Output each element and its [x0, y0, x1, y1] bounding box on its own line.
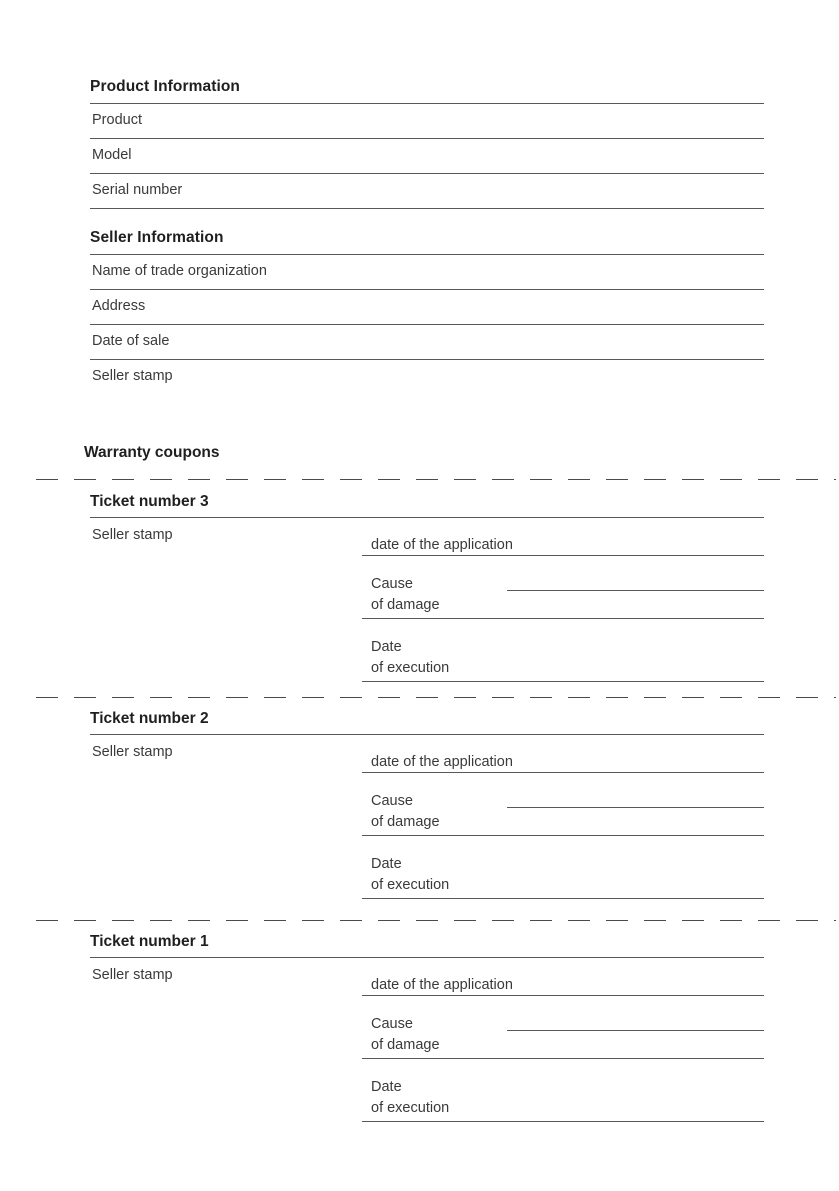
product-information-section: [90, 78, 764, 209]
seller-information-row-seller-stamp: Seller stamp: [90, 359, 764, 394]
ticket-2: [90, 710, 764, 894]
ticket-3-date-of-application: date of the application: [362, 518, 764, 556]
ticket-3-seller-stamp-label: Seller stamp: [92, 527, 173, 543]
seller-information-title: Seller Information: [90, 229, 224, 246]
ticket-3-cause-line-2: of damage: [371, 597, 440, 614]
product-information-bottom-rule: [90, 208, 764, 209]
ticket-1-date-line-1: Date: [371, 1079, 402, 1095]
ticket-1: [90, 933, 764, 1117]
ticket-2-date-line-2: of execution: [371, 877, 450, 894]
tear-line-top: [36, 479, 836, 480]
ticket-2-cause-line-1: Cause: [371, 793, 413, 809]
ticket-1-body: [90, 957, 764, 1117]
ticket-1-title: Ticket number 1: [90, 933, 209, 950]
ticket-3-body: [90, 517, 764, 677]
ticket-1-seller-stamp-label: Seller stamp: [92, 967, 173, 983]
ticket-1-date-of-application: date of the application: [362, 958, 764, 996]
product-information-title: Product Information: [90, 78, 241, 95]
ticket-2-seller-stamp-label: Seller stamp: [92, 744, 173, 760]
ticket-2-date-line-1: Date: [371, 856, 402, 872]
ticket-3: [90, 493, 764, 677]
ticket-2-body: [90, 734, 764, 894]
ticket-2-cause-line-2: of damage: [371, 814, 440, 831]
product-information-row-serial-number: Serial number: [90, 173, 764, 208]
product-information-row-product: Product: [90, 103, 764, 138]
ticket-3-date-of-execution: [362, 619, 764, 682]
ticket-2-fields: [362, 735, 764, 899]
seller-information-row-address: Address: [90, 289, 764, 324]
seller-information-row-date-of-sale: Date of sale: [90, 324, 764, 359]
ticket-1-cause-blank-line: [507, 1029, 764, 1031]
ticket-1-cause-of-damage: [362, 996, 764, 1059]
ticket-2-title: Ticket number 2: [90, 710, 209, 727]
ticket-1-date-of-execution: [362, 1059, 764, 1122]
tear-line-middle-lower: [36, 920, 836, 921]
seller-information-section: [90, 229, 764, 395]
ticket-3-title: Ticket number 3: [90, 493, 209, 510]
ticket-3-cause-blank-line: [507, 589, 764, 591]
ticket-2-date-of-execution: [362, 836, 764, 899]
ticket-1-cause-line-2: of damage: [371, 1037, 440, 1054]
seller-information-row-trade-organization: Name of trade organization: [90, 254, 764, 289]
warranty-coupons-title: Warranty coupons: [84, 444, 220, 461]
ticket-3-cause-line-1: Cause: [371, 576, 413, 592]
ticket-3-fields: [362, 518, 764, 682]
ticket-1-fields: [362, 958, 764, 1122]
ticket-2-date-of-application: date of the application: [362, 735, 764, 773]
ticket-1-date-line-2: of execution: [371, 1100, 450, 1117]
tear-line-middle-upper: [36, 697, 836, 698]
ticket-2-cause-of-damage: [362, 773, 764, 836]
ticket-2-cause-blank-line: [507, 806, 764, 808]
ticket-3-date-line-1: Date: [371, 639, 402, 655]
ticket-3-date-line-2: of execution: [371, 660, 450, 677]
product-information-row-model: Model: [90, 138, 764, 173]
ticket-3-cause-of-damage: [362, 556, 764, 619]
ticket-1-cause-line-1: Cause: [371, 1016, 413, 1032]
